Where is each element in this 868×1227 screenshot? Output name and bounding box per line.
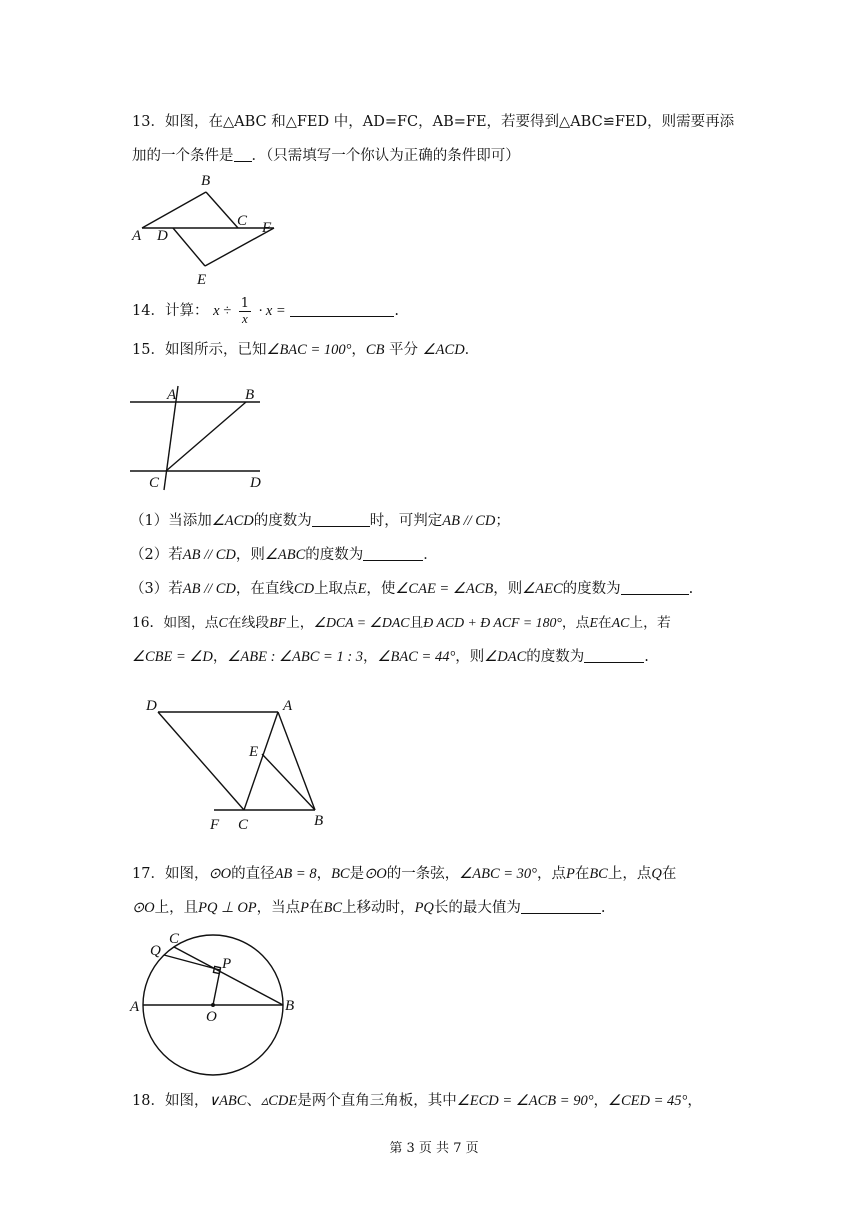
q16-figure xyxy=(140,694,340,839)
q13-line2 xyxy=(132,146,520,166)
q14-x2: · x = xyxy=(258,303,286,319)
q15-sub1-blank xyxy=(312,512,370,527)
q16-l1j: E xyxy=(589,615,598,630)
q17-label-O: O xyxy=(206,1009,217,1025)
q13-answer-blank xyxy=(234,147,252,162)
q15-seg-BC xyxy=(166,402,246,471)
q16-l1i: ，点 xyxy=(561,615,590,631)
q17-l2j: 长的最大值为 xyxy=(433,900,521,916)
q13-label-B: B xyxy=(201,173,211,189)
q16-label-F: F xyxy=(210,817,220,833)
q16-l2d: ， xyxy=(363,649,378,665)
q18-g: ， xyxy=(593,1093,608,1109)
q15-sub3-g: ，使 xyxy=(366,581,396,597)
q17-l1q: 在 xyxy=(661,866,677,882)
q17-l1l: P xyxy=(565,866,575,882)
q15-sub2-f: ． xyxy=(423,547,438,563)
q17-l2g: BC xyxy=(323,900,343,916)
page-footer: 第 3 页 共 7 页 xyxy=(389,1141,479,1156)
q13-label-F: F xyxy=(262,220,272,236)
q18-line xyxy=(132,1091,702,1111)
q17-line1 xyxy=(132,864,676,884)
q18-e: 是两个直角三角板，其中 xyxy=(297,1093,457,1109)
q15-sub1-f: ； xyxy=(495,513,510,529)
q16-line2 xyxy=(132,647,649,667)
q17-l1o: 上，点 xyxy=(607,866,652,882)
q17-l1d: AB = 8 xyxy=(274,866,317,882)
q18-b: ∨ABC xyxy=(208,1093,247,1109)
q18-i: ， xyxy=(687,1093,702,1109)
q15-mid2: 平分 xyxy=(384,342,423,358)
q15-end: ． xyxy=(464,342,480,358)
q14-denominator: x xyxy=(241,310,248,326)
q15-sub3-h: ∠CAE = ∠ACB xyxy=(395,581,494,597)
q17-l1n: BC xyxy=(589,866,608,882)
q16-label-D: D xyxy=(146,698,157,714)
q15-sub2-e: 的度数为 xyxy=(305,547,364,563)
q18-a: 18．如图， xyxy=(132,1093,209,1109)
q15-sub3-b: AB // CD xyxy=(182,581,236,597)
q16-l1e: 上， xyxy=(286,615,314,631)
q15-sub1-d: 时，可判定 xyxy=(369,513,443,529)
q17-label-A: A xyxy=(130,999,140,1015)
q16-l1f: ∠DCA = ∠DAC xyxy=(313,615,410,630)
q17-l2d: ，当点 xyxy=(256,900,301,916)
q17-center-dot xyxy=(211,1003,215,1007)
q18-f: ∠ECD = ∠ACB = 90° xyxy=(456,1093,594,1109)
q13-seg-BC xyxy=(206,192,238,228)
q13-figure xyxy=(130,170,290,290)
q16-line1 xyxy=(132,613,671,633)
q17-l2k: . xyxy=(600,900,606,916)
q17-l1e: ， xyxy=(316,866,332,882)
q17-l1h: ⊙O xyxy=(364,866,387,882)
q16-l2b: ， xyxy=(212,649,228,665)
q17-l1a: 17．如图， xyxy=(132,866,209,882)
q17-l2b: 上，且 xyxy=(154,900,199,916)
q15-sub1 xyxy=(130,511,510,531)
q16-l1g: 且 xyxy=(409,615,424,631)
q14-fraction xyxy=(239,297,251,326)
q17-l1j: ∠ABC = 30° xyxy=(459,866,537,882)
q13-label-A: A xyxy=(132,228,142,244)
q16-seg-EB xyxy=(262,754,315,810)
q17-label-C: C xyxy=(169,931,180,947)
q15-label-A: A xyxy=(167,387,177,403)
q14-answer-blank xyxy=(290,302,394,317)
q14-line xyxy=(132,293,399,329)
q17-l2h: 上移动时， xyxy=(342,900,415,916)
q15-mid: ， xyxy=(351,342,366,358)
q13-line2-text: 加的一个条件是 xyxy=(132,148,234,164)
q17-l2e: P xyxy=(300,900,310,916)
q14-end: . xyxy=(394,303,399,319)
q16-l2i: . xyxy=(644,649,649,665)
q15-line xyxy=(132,340,479,360)
q17-seg-OP xyxy=(213,970,220,1005)
q13-line2-text-end: ．（只需填写一个你认为正确的条件即可） xyxy=(251,148,520,164)
q18-h: ∠CED = 45° xyxy=(608,1093,688,1109)
q17-l2i: PQ xyxy=(414,900,434,916)
q13-seg-ED xyxy=(173,228,205,266)
q14-numerator: 1 xyxy=(240,295,249,311)
q17-l1i: 的一条弦， xyxy=(386,866,460,882)
q15-angle: ∠BAC = 100° xyxy=(266,342,352,358)
q16-l2h: 的度数为 xyxy=(526,649,585,665)
q15-cb: CB xyxy=(365,342,385,358)
q15-sub3-l: . xyxy=(688,581,694,597)
q15-sub3-c: ，在直线 xyxy=(235,581,294,597)
q17-l1g: 是 xyxy=(349,866,365,882)
q13-label-E: E xyxy=(197,272,207,288)
q17-l2c: PQ ⊥ OP xyxy=(198,900,257,916)
q15-sub3-d: CD xyxy=(293,581,315,597)
q17-line2 xyxy=(132,898,606,918)
q16-l2a: ∠CBE = ∠D xyxy=(132,649,213,665)
q16-label-C: C xyxy=(238,817,249,833)
q16-l1h: Ð ACD + Ð ACF = 180° xyxy=(423,615,562,630)
q15-sub2-b: AB // CD xyxy=(182,547,236,563)
q16-seg-AB xyxy=(278,712,315,810)
q17-l1b: ⊙O xyxy=(208,866,232,882)
q15-sub2-c: ，则 xyxy=(235,547,265,563)
q15-sub2 xyxy=(130,545,438,565)
q13-seg-AB xyxy=(142,192,206,228)
q15-sub3-k: 的度数为 xyxy=(562,581,621,597)
q16-l2f: ，则 xyxy=(455,649,485,665)
q17-l1f: BC xyxy=(331,866,350,882)
q17-l1c: 的直径 xyxy=(231,866,275,882)
q17-l2f: 在 xyxy=(309,900,324,916)
q15-figure xyxy=(128,380,268,492)
q16-answer-blank xyxy=(584,648,644,663)
q14-prefix: 14．计算： xyxy=(132,303,209,319)
q17-label-B: B xyxy=(285,998,295,1014)
q17-l1m: 在 xyxy=(574,866,590,882)
q15-sub3-blank xyxy=(621,580,689,595)
q13-label-D: D xyxy=(157,228,168,244)
q15-sub1-c: 的度数为 xyxy=(253,513,312,529)
q15-sub1-e: AB // CD xyxy=(442,513,496,529)
q15-sub3-a: （3）若 xyxy=(130,581,183,597)
q18-c: 、 xyxy=(246,1093,261,1109)
q15-sub2-d: ∠ABC xyxy=(264,547,306,563)
q15-sub3-j: ∠AEC xyxy=(522,581,563,597)
q15-sub3-f: E xyxy=(357,581,367,597)
q15-sub3 xyxy=(130,579,693,599)
q15-sub2-blank xyxy=(363,546,423,561)
q15-sub3-e: 上取点 xyxy=(314,581,358,597)
q16-label-A: A xyxy=(283,698,293,714)
q13-line1: 13．如图，在△ABC 和△FED 中，AD=FC，AB=FE，若要得到△ABC≌FED，则需要再添 xyxy=(132,114,735,130)
q15-label-D: D xyxy=(250,475,261,491)
q17-label-P: P xyxy=(222,956,232,972)
q16-seg-DC xyxy=(158,712,244,810)
q17-label-Q: Q xyxy=(150,943,161,959)
q15-sub3-i: ，则 xyxy=(493,581,523,597)
q17-figure xyxy=(126,928,306,1078)
q17-l1p: Q xyxy=(651,866,662,882)
q16-l1b: C xyxy=(218,615,228,630)
q16-l2c: ∠ABE : ∠ABC = 1 : 3 xyxy=(227,649,364,665)
q16-l2e: ∠BAC = 44° xyxy=(377,649,456,665)
q14-x1: x ÷ xyxy=(213,303,232,319)
q16-l1d: BF xyxy=(269,615,286,630)
q15-label-B: B xyxy=(245,387,255,403)
q15-sub1-a: （1）当添加 xyxy=(130,513,212,529)
q15-prefix: 15．如图所示，已知 xyxy=(132,342,267,358)
q16-l1c: 在线段 xyxy=(227,615,270,631)
q16-label-E: E xyxy=(249,744,259,760)
q16-l1m: 上，若 xyxy=(629,615,671,631)
q16-label-B: B xyxy=(314,813,324,829)
q18-d: ▵CDE xyxy=(260,1093,298,1109)
q16-l1l: AC xyxy=(611,615,630,630)
q15-label-C: C xyxy=(149,475,160,491)
q16-l2g: ∠DAC xyxy=(484,649,527,665)
q16-l1a: 16．如图，点 xyxy=(132,615,219,631)
q16-seg-AC xyxy=(244,712,278,810)
q17-l1k: ，点 xyxy=(536,866,566,882)
q17-l2a: ⊙O xyxy=(132,900,155,916)
q15-acd: ∠ACD xyxy=(422,342,465,358)
q15-sub2-a: （2）若 xyxy=(130,547,183,563)
q13-label-C: C xyxy=(237,213,248,229)
q16-l1k: 在 xyxy=(597,615,612,631)
q15-sub1-b: ∠ACD xyxy=(211,513,254,529)
q17-answer-blank xyxy=(521,899,601,914)
